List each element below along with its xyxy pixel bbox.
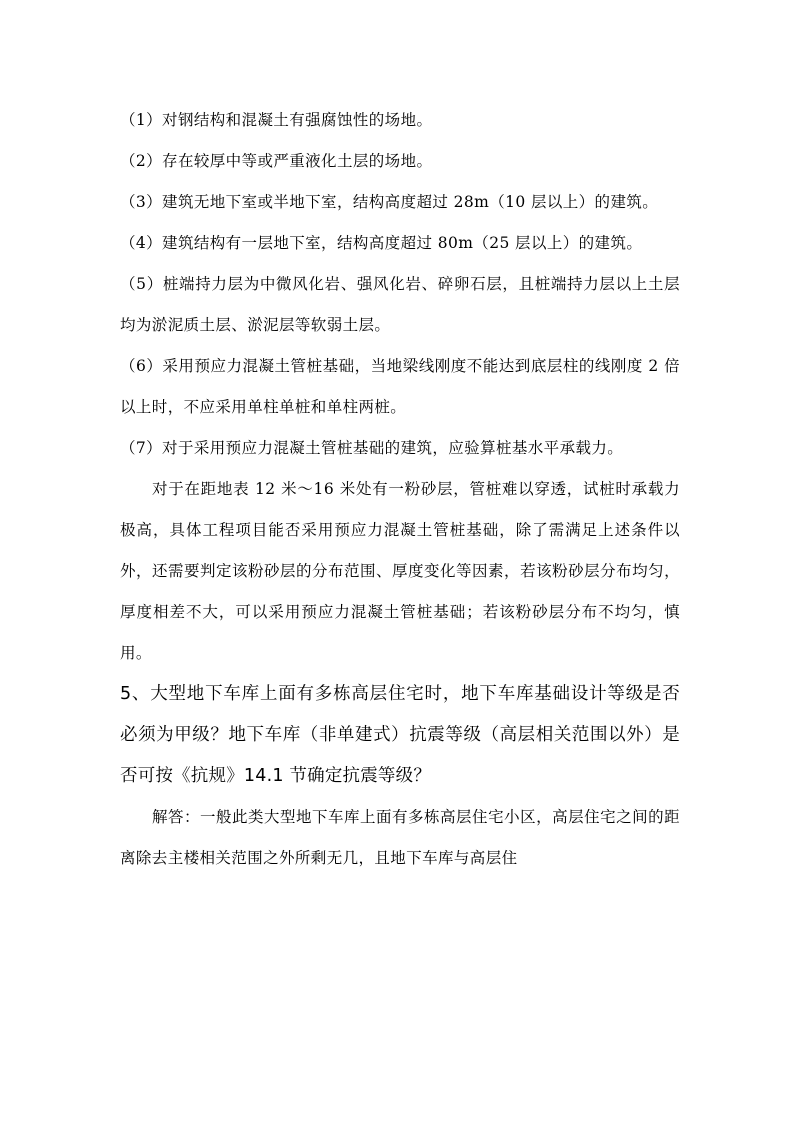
question-heading: 5、大型地下车库上面有多栋高层住宅时，地下车库基础设计等级是否必须为甲级？地下车库（非单建式）抗震等级（高层相关范围以外）是否可按《抗规》14.1 节确定抗震等级？	[120, 684, 680, 786]
list-item-5: （5）桩端持力层为中微风化岩、强风化岩、碎卵石层，且桩端持力层以上土层均为淤泥质土层、淤泥层等软弱土层。	[120, 275, 680, 334]
list-item-4: （4）建筑结构有一层地下室，结构高度超过 80m（25 层以上）的建筑。	[120, 234, 643, 252]
list-item-2: （2）存在较厚中等或严重液化土层的场地。	[120, 152, 433, 170]
list-item-1: （1）对钢结构和混凝土有强腐蚀性的场地。	[120, 111, 433, 129]
answer-paragraph: 解答：一般此类大型地下车库上面有多栋高层住宅小区，高层住宅之间的距离除去主楼相关范围之外所剩无几，且地下车库与高层住	[120, 808, 680, 867]
list-item-3: （3）建筑无地下室或半地下室，结构高度超过 28m（10 层以上）的建筑。	[120, 193, 659, 211]
list-item-6: （6）采用预应力混凝土管桩基础，当地梁线刚度不能达到底层柱的线刚度 2 倍以上时，不应采用单柱单桩和单柱两桩。	[120, 357, 680, 416]
list-item-7: （7）对于采用预应力混凝土管桩基础的建筑，应验算桩基水平承载力。	[120, 439, 624, 457]
document-body	[120, 100, 680, 879]
body-paragraph: 对于在距地表 12 米～16 米处有一粉砂层，管桩难以穿透，试桩时承载力极高，具体工程项目能否采用预应力混凝土管桩基础，除了需满足上述条件以外，还需要判定该粉砂层的分布范围、厚度变化等因素，若该粉砂层分布均匀，厚度相差不大，可以采用预应力混凝土管桩基础；若该粉砂层分布不均匀，慎用。	[120, 480, 680, 662]
